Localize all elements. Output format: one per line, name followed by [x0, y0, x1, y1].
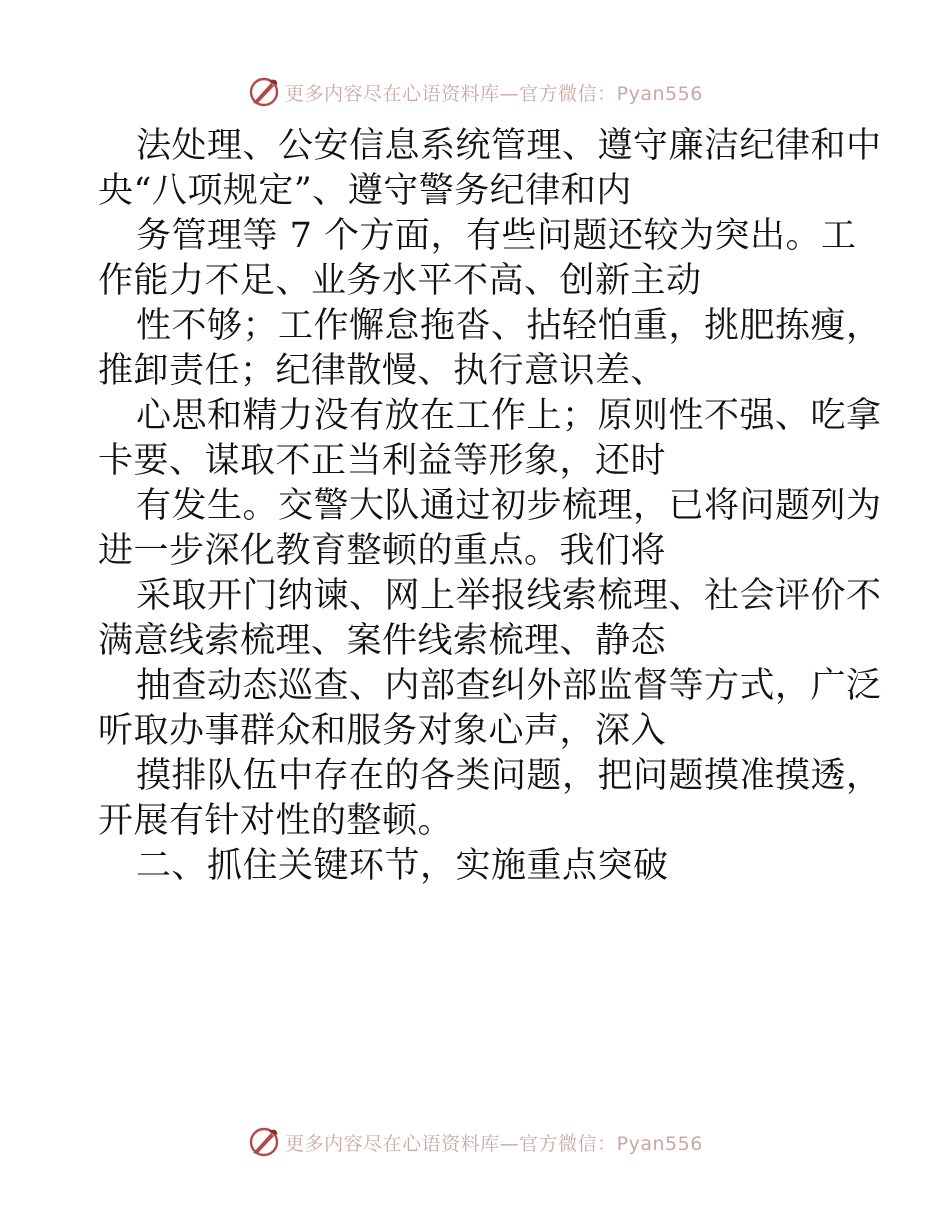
- text-line: 进一步深化教育整顿的重点。我们将: [98, 531, 667, 571]
- text-line: 央“八项规定”、遵守警务纪律和内: [98, 171, 632, 211]
- text-line: 作能力不足、业务水平不高、创新主动: [98, 261, 702, 301]
- text-line: 采取开门纳谏、网上举报线索梳理、社会评价不: [136, 576, 882, 616]
- header-watermark-banner: [0, 72, 950, 112]
- quill-pen-logo-icon: [247, 75, 281, 109]
- text-line: 摸排队伍中存在的各类问题，把问题摸准摸透，: [136, 756, 882, 796]
- text-line: 心思和精力没有放在工作上；原则性不强、吃拿: [136, 396, 882, 436]
- document-body: [98, 124, 882, 889]
- text-line: 抽查动态巡查、内部查纠外部监督等方式，广泛: [136, 666, 882, 706]
- text-line: 推卸责任；纪律散慢、执行意识差、: [98, 351, 667, 391]
- section-heading: 二、抓住关键环节，实施重点突破: [136, 846, 669, 886]
- footer-watermark-banner: [0, 1122, 950, 1162]
- text-line: 有发生。交警大队通过初步梳理，已将问题列为: [136, 486, 882, 526]
- text-line: 务管理等 7 个方面，有些问题还较为突出。工: [136, 216, 857, 256]
- text-line: 听取办事群众和服务对象心声，深入: [98, 711, 667, 751]
- text-line: 卡要、谋取不正当利益等形象，还时: [98, 441, 667, 481]
- text-line: 满意线索梳理、案件线索梳理、静态: [98, 621, 667, 661]
- watermark-text: 更多内容尽在心语资料库—官方微信：Pyan556: [285, 1132, 703, 1155]
- text-line: 法处理、公安信息系统管理、遵守廉洁纪律和中: [136, 126, 882, 166]
- text-line: 性不够；工作懈怠拖沓、拈轻怕重，挑肥拣瘦，: [136, 306, 882, 346]
- watermark-text: 更多内容尽在心语资料库—官方微信：Pyan556: [285, 82, 703, 105]
- quill-pen-logo-icon: [247, 1125, 281, 1159]
- text-line: 开展有针对性的整顿。: [98, 801, 454, 841]
